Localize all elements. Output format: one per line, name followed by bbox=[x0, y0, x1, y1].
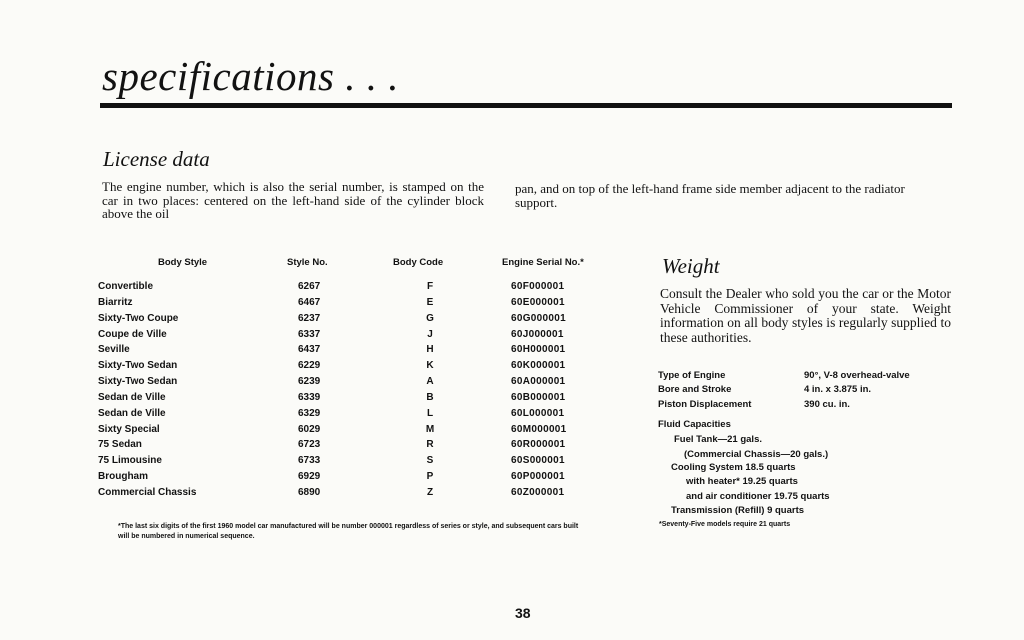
table-cell-body-code: F bbox=[426, 281, 434, 292]
table-cell-serial: 60A000001 bbox=[511, 376, 566, 388]
table-cell-style: 75 Limousine bbox=[98, 455, 162, 467]
header-body-code: Body Code bbox=[393, 257, 444, 268]
table-cell-style: Sixty-Two Coupe bbox=[98, 312, 179, 324]
table-cell-body-code: S bbox=[426, 455, 434, 467]
fluid-line-heater: with heater* 19.25 quarts bbox=[686, 476, 798, 487]
spec-value-bore-stroke: 4 in. x 3.875 in. bbox=[804, 384, 872, 395]
table-cell-body-code: A bbox=[426, 376, 434, 388]
engine-serial-column bbox=[511, 279, 601, 501]
table-cell-serial: 60H000001 bbox=[511, 344, 566, 356]
spec-label-displacement: Piston Displacement bbox=[658, 399, 752, 410]
body-code-column bbox=[415, 279, 445, 501]
table-cell-style-no: 6337 bbox=[298, 328, 321, 340]
title-rule bbox=[100, 103, 952, 108]
table-cell-style: Sixty-Two Sedan bbox=[98, 360, 178, 372]
table-cell-serial: 60K000001 bbox=[511, 360, 566, 372]
fluid-line-cooling: Cooling System 18.5 quarts bbox=[671, 462, 796, 473]
table-cell-serial: 60P000001 bbox=[511, 471, 565, 483]
spec-value-displacement: 390 cu. in. bbox=[804, 399, 850, 410]
table-cell-style-no: 6029 bbox=[298, 423, 321, 435]
body-style-column bbox=[98, 279, 278, 501]
weight-heading: Weight bbox=[662, 254, 720, 278]
table-cell-style: 75 Sedan bbox=[98, 439, 142, 451]
header-style-no: Style No. bbox=[287, 257, 328, 268]
table-cell-body-code: H bbox=[426, 344, 434, 356]
fluid-line-commercial: (Commercial Chassis—20 gals.) bbox=[684, 449, 829, 460]
table-cell-serial: 60F000001 bbox=[511, 281, 565, 292]
fluid-footnote: *Seventy-Five models require 21 quarts bbox=[659, 521, 791, 528]
table-cell-body-code: L bbox=[426, 407, 434, 419]
table-cell-style-no: 6437 bbox=[298, 344, 321, 356]
fluid-line-air-conditioner: and air conditioner 19.75 quarts bbox=[686, 491, 830, 502]
table-cell-serial: 60B000001 bbox=[511, 391, 566, 403]
table-cell-serial: 60R000001 bbox=[511, 439, 566, 451]
license-paragraph-right: pan, and on top of the left-hand frame side member adjacent to the radiator support. bbox=[515, 181, 905, 210]
spec-value-engine-type: 90°, V-8 overhead-valve bbox=[804, 370, 910, 381]
table-cell-serial: 60S000001 bbox=[511, 455, 565, 467]
table-cell-style-no: 6339 bbox=[298, 391, 321, 403]
table-cell-style-no: 6237 bbox=[298, 312, 321, 324]
header-body-style: Body Style bbox=[158, 257, 208, 268]
table-cell-body-code: R bbox=[426, 439, 434, 451]
table-cell-style: Sedan de Ville bbox=[98, 391, 166, 403]
table-cell-body-code: G bbox=[426, 312, 434, 324]
table-cell-serial: 60Z000001 bbox=[511, 486, 565, 498]
table-cell-style: Seville bbox=[98, 344, 130, 356]
table-cell-serial: 60M000001 bbox=[511, 423, 567, 435]
table-cell-body-code: M bbox=[425, 423, 435, 435]
table-cell-style: Sixty Special bbox=[98, 423, 160, 435]
style-no-column bbox=[298, 279, 348, 501]
page-title: specifications . . . bbox=[102, 53, 399, 99]
license-paragraph-left: The engine number, which is also the serial number, is stamped on the car in two places: centered on the left-hand side of the cylinder block above the oil bbox=[102, 179, 484, 221]
table-cell-style: Brougham bbox=[98, 471, 148, 483]
table-cell-style-no: 6467 bbox=[298, 296, 321, 308]
page-number: 38 bbox=[515, 605, 531, 621]
table-cell-style: Coupe de Ville bbox=[98, 328, 167, 340]
table-cell-style: Convertible bbox=[98, 281, 154, 292]
table-cell-serial: 60G000001 bbox=[511, 312, 566, 324]
table-cell-style-no: 6239 bbox=[298, 376, 321, 388]
table-cell-style-no: 6733 bbox=[298, 455, 321, 467]
table-cell-style-no: 6890 bbox=[298, 486, 321, 498]
table-cell-body-code: E bbox=[426, 296, 434, 308]
spec-label-engine-type: Type of Engine bbox=[658, 370, 726, 381]
table-cell-body-code: J bbox=[427, 328, 433, 340]
table-cell-serial: 60L000001 bbox=[511, 407, 565, 419]
table-cell-style-no: 6229 bbox=[298, 360, 321, 372]
table-cell-style: Biarritz bbox=[98, 296, 133, 308]
table-cell-style: Commercial Chassis bbox=[98, 486, 197, 498]
fluid-line-transmission: Transmission (Refill) 9 quarts bbox=[671, 505, 805, 516]
table-cell-body-code: P bbox=[426, 471, 434, 483]
table-footnote: *The last six digits of the first 1960 model car manufactured will be number 000001 regardless of series or style, and subsequent cars built will be numbered in numerical sequence. bbox=[118, 523, 579, 540]
fluid-line-fuel-tank: Fuel Tank—21 gals. bbox=[674, 434, 762, 445]
fluid-capacities-heading: Fluid Capacities bbox=[658, 419, 731, 430]
weight-paragraph: Consult the Dealer who sold you the car or the Motor Vehicle Commissioner of your state. Weight information on all body styles is regularly supplied to these authorities. bbox=[660, 286, 951, 345]
table-cell-style-no: 6929 bbox=[298, 471, 321, 483]
table-cell-body-code: K bbox=[426, 360, 434, 372]
table-cell-body-code: Z bbox=[426, 486, 434, 498]
table-cell-style: Sixty-Two Sedan bbox=[98, 376, 178, 388]
table-cell-serial: 60J000001 bbox=[511, 328, 564, 340]
header-engine-serial: Engine Serial No.* bbox=[502, 257, 584, 268]
table-cell-style: Sedan de Ville bbox=[98, 407, 166, 419]
table-cell-body-code: B bbox=[426, 391, 434, 403]
license-heading: License data bbox=[103, 147, 210, 171]
table-cell-serial: 60E000001 bbox=[511, 296, 565, 308]
table-cell-style-no: 6267 bbox=[298, 281, 321, 292]
table-cell-style-no: 6329 bbox=[298, 407, 321, 419]
spec-label-bore-stroke: Bore and Stroke bbox=[658, 384, 732, 395]
table-cell-style-no: 6723 bbox=[298, 439, 321, 451]
